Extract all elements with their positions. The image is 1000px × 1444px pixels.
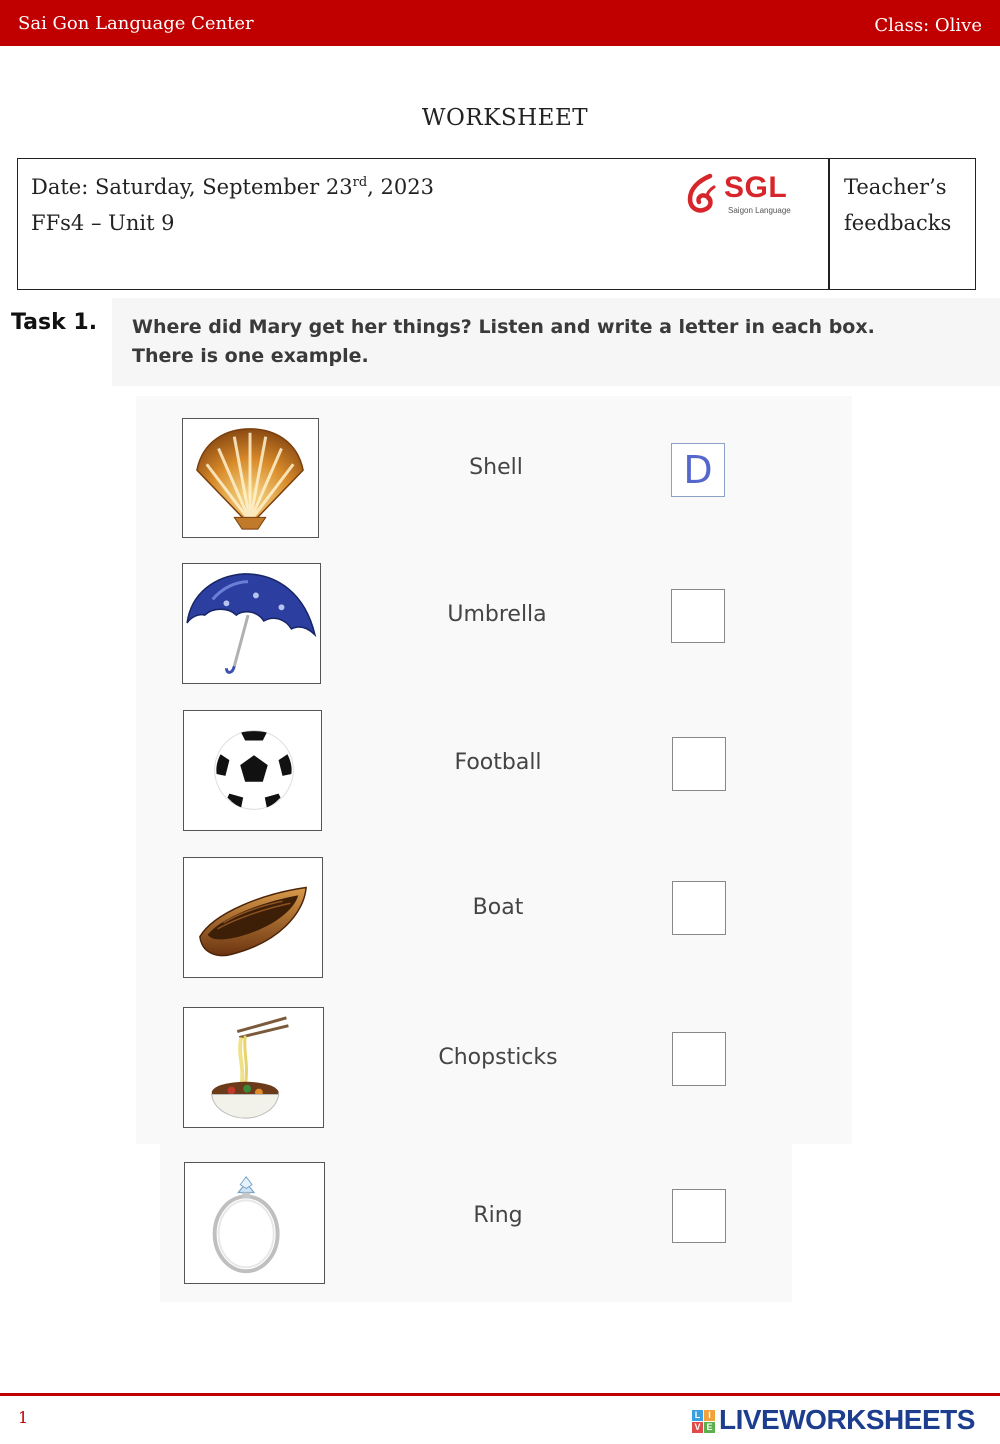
logo-text: SGL — [724, 171, 788, 204]
date-text: Date: Saturday, September 23 — [31, 175, 353, 199]
answer-box-example: D — [671, 443, 725, 497]
answer-box[interactable] — [672, 881, 726, 935]
page-title: WORKSHEET — [421, 105, 589, 131]
item-word: Ring — [473, 1203, 523, 1228]
task-label: Task 1. — [11, 310, 98, 335]
item-word: Umbrella — [447, 602, 547, 627]
answer-box[interactable] — [672, 1032, 726, 1086]
logo-subtext: Saigon Language — [728, 206, 791, 215]
answer-box[interactable] — [672, 1189, 726, 1243]
item-word: Shell — [469, 455, 523, 480]
item-word: Chopsticks — [438, 1045, 558, 1070]
liveworksheets-grid-icon: L I V E — [692, 1410, 716, 1434]
instruction-line-2: There is one example. — [132, 345, 369, 367]
date-line — [31, 175, 434, 199]
item-word: Boat — [472, 895, 524, 920]
answer-box[interactable] — [671, 589, 725, 643]
sgl-swirl-icon — [684, 173, 722, 217]
task-instruction — [132, 313, 875, 371]
sgl-logo — [684, 171, 794, 221]
ring-icon — [184, 1162, 325, 1284]
date-year: , 2023 — [367, 175, 434, 199]
header-bar — [0, 0, 1000, 46]
liveworksheets-brand: LIVEWORKSHEETS — [719, 1404, 975, 1435]
class-label: Class: Olive — [874, 15, 982, 36]
info-box — [17, 158, 829, 290]
page-number: 1 — [18, 1408, 29, 1427]
feedback-label-line1: Teacher’s — [844, 175, 947, 199]
teacher-feedback-box[interactable] — [829, 158, 976, 290]
item-word: Football — [454, 750, 542, 775]
shell-icon — [182, 418, 319, 538]
footer-rule — [0, 1393, 1000, 1396]
football-icon — [183, 710, 322, 831]
center-name: Sai Gon Language Center — [18, 13, 254, 34]
umbrella-icon — [182, 563, 321, 684]
boat-icon — [183, 857, 323, 978]
instruction-line-1: Where did Mary get her things? Listen and write a letter in each box. — [132, 316, 875, 338]
liveworksheets-logo — [692, 1404, 992, 1436]
date-ordinal: rd — [352, 175, 368, 190]
chopsticks-bowl-icon — [183, 1007, 324, 1128]
answer-box[interactable] — [672, 737, 726, 791]
unit-line: FFs4 – Unit 9 — [31, 211, 175, 235]
feedback-label-line2: feedbacks — [844, 211, 952, 235]
